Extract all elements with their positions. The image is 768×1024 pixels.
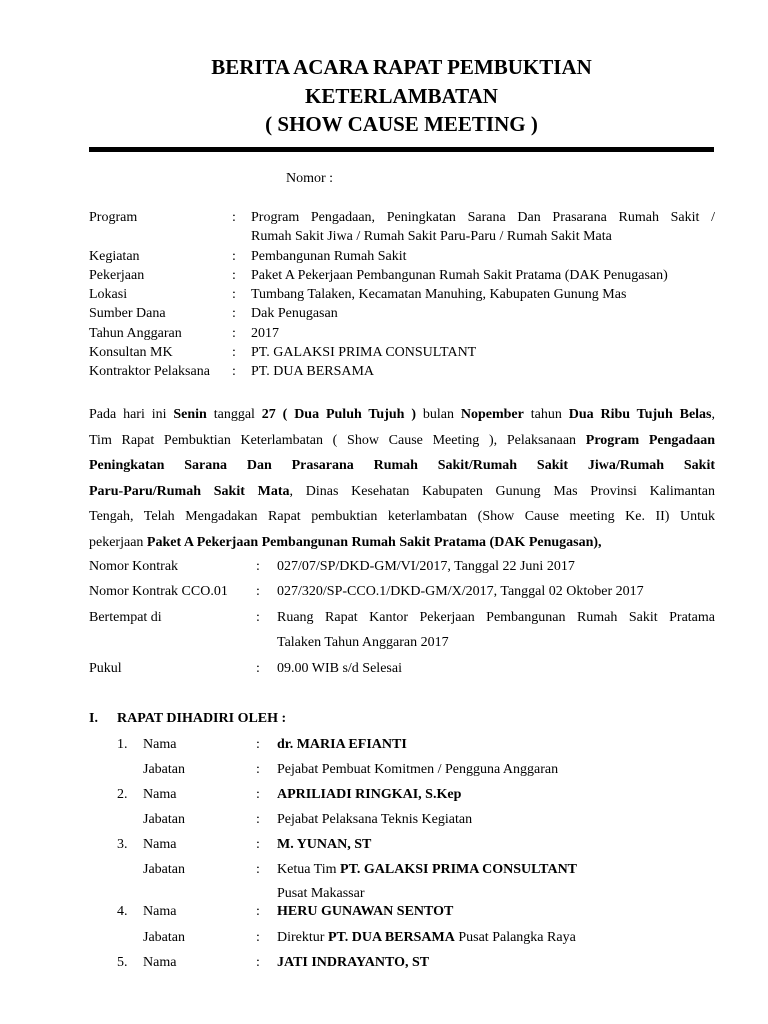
info-label-pekerjaan: Pekerjaan xyxy=(89,268,145,283)
nama-label: Nama xyxy=(143,837,177,852)
attendee-number: 2. xyxy=(117,787,128,802)
attendee-position: Pejabat Pembuat Komitmen / Pengguna Anggaran xyxy=(277,762,559,777)
jabatan-label: Jabatan xyxy=(143,762,185,777)
document-title-line3: ( SHOW CAUSE MEETING ) xyxy=(265,112,538,136)
document-page: BERITA ACARA RAPAT PEMBUKTIAN KETERLAMBATAN ( SHOW CAUSE MEETING ) Nomor : Program : Program Pengadaan, Peningkatan Sarana Dan Prasarana Rumah Sakit / Rumah Sakit Jiwa / Rumah Sakit Paru-Paru / Rumah Sakit Mata Kegiatan : Pembangunan Rumah Sakit Pekerjaan : Paket A Pekerjaan Pembangunan Rumah Sakit Pratama (DAK Penugasan) Lokasi : Tumbang Talaken, Kecamatan Manuhing, Kabupaten Gunung Mas Sumber Dana : Dak Penugasan Tahun Anggaran : 2017 Konsultan MK : PT. GALAKSI PRIMA CONSULTANT Kontraktor Pelaksana : PT. DUA BERSAMA Pada hari ini Senin tanggal 27 ( Dua Puluh Tujuh ) bulan Nopember tahun Dua Ribu Tujuh Belas, Tim Rapat Pembuktian Keterlambatan ( Show Cause Meeting ), Pelaksanaan Program Pengadaan Peningkatan Sarana Dan Prasarana Rumah Sakit/Rumah Sakit Jiwa/Rumah Sakit Paru-Paru/Rumah Sakit Mata, Dinas Kesehatan Kabupaten Gunung Mas Provinsi Kalimantan Tengah, Telah Mengadakan Rapat pembuktian keterlambatan (Show Cause meeting Ke. II) Untuk pekerjaan Paket A Pekerjaan Pembangunan Rumah Sakit Pratama (DAK Penugasan), Nomor Kontrak : 027/07/SP/DKD-GM/VI/2017, Tanggal 22 Juni 2017 Nomor Kontrak CCO.01 : 027/320/SP-CCO.1/DKD-GM/X/2017, Tanggal 02 Oktober 2017 Bertempat di : Ruang Rapat Kantor Pekerjaan Pembangunan Rumah Sakit Pratama Talaken Tahun Anggaran 2017 Pukul : 09.00 WIB s/d Selesai I. RAPAT DIHADIRI OLEH : 1. Nama : dr. MARIA EFIANTI Jabatan : Pejabat Pembuat Komitmen / Pengguna Anggaran 2. Nama : APRILIADI RINGKAI, S.Kep Jabatan : Pejabat Pelaksana Teknis Kegiatan 3. Nama : M. YUNAN, ST Jabatan : Ketua Tim PT. GALAKSI PRIMA CONSULTANT Pusat Makassar 4. Nama : HERU GUNAWAN SENTOT Jabatan : Direktur PT. DUA BERSAMA Pusat Palangka Raya 5. Nama : JATI INDRAYANTO, ST xyxy=(0,0,768,1024)
attendee-number: 3. xyxy=(117,837,128,852)
attendee-name: dr. MARIA EFIANTI xyxy=(277,737,407,752)
paragraph-line: Tim Rapat Pembuktian Keterlambatan ( Show Cause Meeting ), Pelaksanaan Program Pengadaan xyxy=(89,432,715,448)
attendee-number: 1. xyxy=(117,737,128,752)
info-label-tahun-anggaran: Tahun Anggaran xyxy=(89,326,182,341)
info-label-lokasi: Lokasi xyxy=(89,287,128,302)
nama-label: Nama xyxy=(143,787,177,802)
jabatan-label: Jabatan xyxy=(143,812,185,827)
attendee-number: 5. xyxy=(117,955,128,970)
paragraph-line: Peningkatan Sarana Dan Prasarana Rumah Sakit/Rumah Sakit Jiwa/Rumah Sakit xyxy=(89,458,715,473)
detail-label-nomor-kontrak-cco: Nomor Kontrak CCO.01 xyxy=(89,584,228,599)
attendee-position: Pejabat Pelaksana Teknis Kegiatan xyxy=(277,812,473,827)
attendee-position-line2: Pusat Makassar xyxy=(277,886,365,901)
detail-label-pukul: Pukul xyxy=(89,661,122,676)
detail-label-bertempat: Bertempat di xyxy=(89,610,162,625)
nomor-label: Nomor : xyxy=(286,171,334,186)
info-label-konsultan-mk: Konsultan MK xyxy=(89,345,173,360)
info-value-program-line1: Program Pengadaan, Peningkatan Sarana Dan Prasarana Rumah Sakit / xyxy=(251,210,715,225)
info-value-kegiatan: Pembangunan Rumah Sakit xyxy=(251,249,407,264)
jabatan-label: Jabatan xyxy=(143,862,185,877)
detail-value-nomor-kontrak: 027/07/SP/DKD-GM/VI/2017, Tanggal 22 Juni 2017 xyxy=(277,559,575,574)
detail-value-bertempat-line2: Talaken Tahun Anggaran 2017 xyxy=(277,635,449,650)
info-label-sumber-dana: Sumber Dana xyxy=(89,306,166,321)
detail-value-nomor-kontrak-cco: 027/320/SP-CCO.1/DKD-GM/X/2017, Tanggal 02 Oktober 2017 xyxy=(277,584,644,599)
document-title-line2: KETERLAMBATAN xyxy=(305,84,498,108)
detail-value-bertempat-line1: Ruang Rapat Kantor Pekerjaan Pembangunan Rumah Sakit Pratama xyxy=(277,610,715,625)
nama-label: Nama xyxy=(143,904,177,919)
info-value-lokasi: Tumbang Talaken, Kecamatan Manuhing, Kabupaten Gunung Mas xyxy=(251,287,627,302)
info-value-tahun-anggaran: 2017 xyxy=(251,326,279,341)
info-value-program-line2: Rumah Sakit Jiwa / Rumah Sakit Paru-Paru / Rumah Sakit Mata xyxy=(251,229,612,244)
detail-value-pukul: 09.00 WIB s/d Selesai xyxy=(277,661,402,676)
attendee-name: JATI INDRAYANTO, ST xyxy=(277,955,430,970)
paragraph-line: Tengah, Telah Mengadakan Rapat pembuktian keterlambatan (Show Cause meeting Ke. II) Untuk xyxy=(89,509,715,524)
opening-paragraph xyxy=(89,402,715,555)
attendee-number: 4. xyxy=(117,904,128,919)
attendee-name: M. YUNAN, ST xyxy=(277,837,372,852)
attendee-name: APRILIADI RINGKAI, S.Kep xyxy=(277,787,462,802)
info-label-program: Program xyxy=(89,210,138,225)
section-number: I. xyxy=(89,711,98,726)
info-value-sumber-dana: Dak Penugasan xyxy=(251,306,338,321)
attendee-name: HERU GUNAWAN SENTOT xyxy=(277,904,454,919)
info-value-konsultan-mk: PT. GALAKSI PRIMA CONSULTANT xyxy=(251,345,477,360)
attendee-position: Ketua Tim PT. GALAKSI PRIMA CONSULTANT xyxy=(277,862,578,877)
title-divider xyxy=(89,147,714,152)
info-value-pekerjaan: Paket A Pekerjaan Pembangunan Rumah Sakit Pratama (DAK Penugasan) xyxy=(251,268,668,283)
paragraph-line: Paru-Paru/Rumah Sakit Mata, Dinas Kesehatan Kabupaten Gunung Mas Provinsi Kalimantan xyxy=(89,483,715,499)
document-title-line1: BERITA ACARA RAPAT PEMBUKTIAN xyxy=(211,55,592,79)
section-title: RAPAT DIHADIRI OLEH : xyxy=(117,711,287,726)
info-label-kegiatan: Kegiatan xyxy=(89,249,140,264)
info-value-kontraktor: PT. DUA BERSAMA xyxy=(251,364,375,379)
jabatan-label: Jabatan xyxy=(143,930,185,945)
attendee-position: Direktur PT. DUA BERSAMA Pusat Palangka Raya xyxy=(277,930,576,945)
detail-label-nomor-kontrak: Nomor Kontrak xyxy=(89,559,179,574)
nama-label: Nama xyxy=(143,955,177,970)
paragraph-line: Pada hari ini Senin tanggal 27 ( Dua Puluh Tujuh ) bulan Nopember tahun Dua Ribu Tujuh Belas, xyxy=(89,407,715,422)
nama-label: Nama xyxy=(143,737,177,752)
paragraph-line: pekerjaan Paket A Pekerjaan Pembangunan Rumah Sakit Pratama (DAK Penugasan), xyxy=(89,534,602,550)
info-label-kontraktor: Kontraktor Pelaksana xyxy=(89,364,210,379)
